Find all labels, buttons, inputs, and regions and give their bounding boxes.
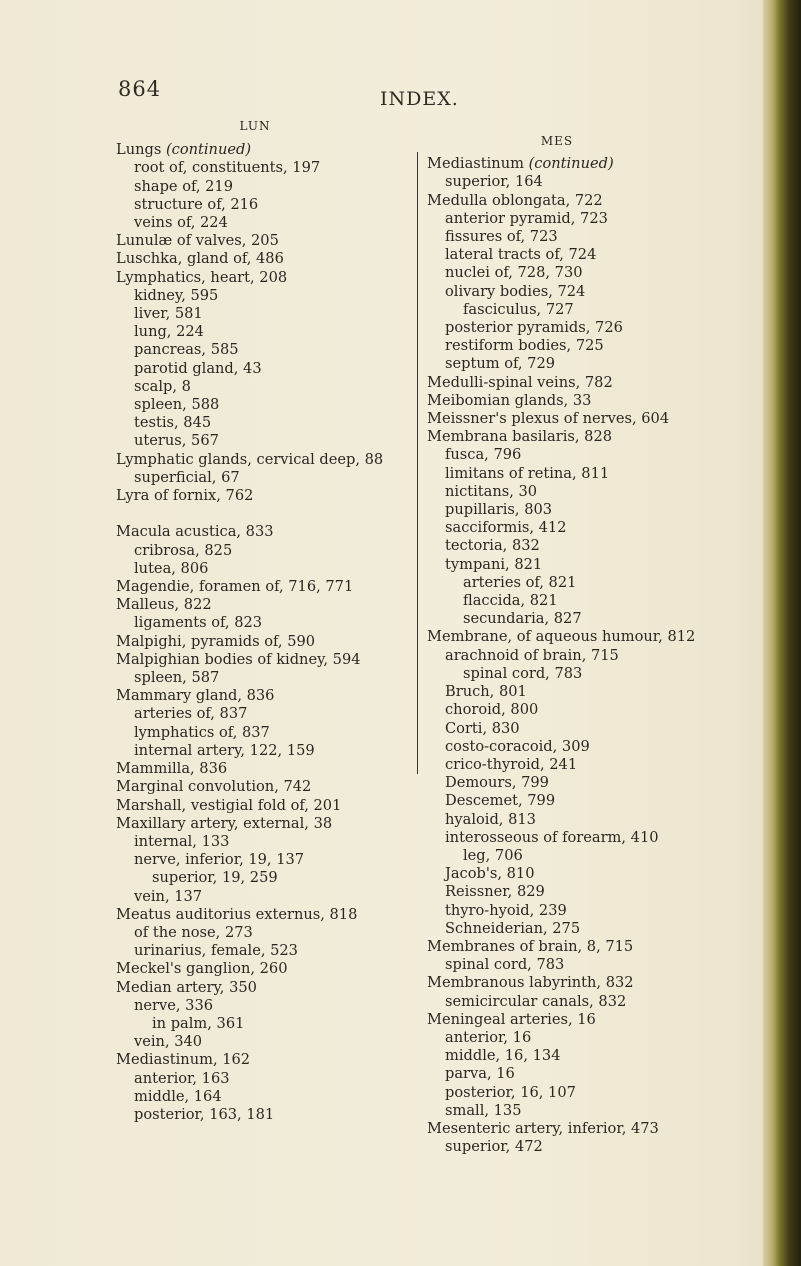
entry-list-left xyxy=(116,141,416,1124)
entry-text: fasciculus, 727 xyxy=(463,300,574,318)
entry-text: lymphatics of, 837 xyxy=(134,723,270,741)
entry-text: veins of, 224 xyxy=(134,214,228,232)
entry-text: septum of, 729 xyxy=(445,355,556,373)
index-heading-entry xyxy=(427,410,757,428)
entry-text: thyro-hyoid, 239 xyxy=(445,901,567,919)
index-subentry xyxy=(427,665,757,683)
entry-text: Medulla oblongata, 722 xyxy=(427,191,603,209)
entry-text: Meningeal arteries, 16 xyxy=(427,1010,596,1028)
entry-text: Corti, 830 xyxy=(445,719,520,737)
entry-text: lutea, 806 xyxy=(134,559,209,577)
entry-text: posterior, 16, 107 xyxy=(445,1083,576,1101)
index-subentry xyxy=(116,724,416,742)
entry-text: Malpighian bodies of kidney, 594 xyxy=(116,650,361,668)
index-subentry xyxy=(427,1102,757,1120)
index-subentry xyxy=(427,210,757,228)
entry-text: Reissner, 829 xyxy=(445,883,545,901)
index-heading-entry xyxy=(116,687,416,705)
index-heading-entry xyxy=(427,974,757,992)
entry-text: restiform bodies, 725 xyxy=(445,337,604,355)
entry-text: superior, 472 xyxy=(445,1138,543,1156)
entry-text: small, 135 xyxy=(445,1101,522,1119)
index-subentry xyxy=(427,738,757,756)
entry-text: middle, 16, 134 xyxy=(445,1047,561,1065)
index-heading-entry xyxy=(116,797,416,815)
entry-list-right xyxy=(427,155,757,1156)
entry-text: Membrana basilaris, 828 xyxy=(427,428,613,446)
index-heading-entry xyxy=(116,960,416,978)
entry-text: anterior pyramid, 723 xyxy=(445,209,608,227)
index-heading-entry xyxy=(116,250,416,268)
index-subentry xyxy=(427,920,757,938)
column-divider xyxy=(417,152,418,774)
index-subentry xyxy=(427,319,757,337)
index-heading-entry xyxy=(116,596,416,614)
index-subentry xyxy=(427,993,757,1011)
index-subentry xyxy=(427,847,757,865)
entry-text: vein, 137 xyxy=(134,887,203,905)
entry-text: Descemet, 799 xyxy=(445,792,556,810)
entry-text: anterior, 163 xyxy=(134,1069,230,1087)
entry-text: Meatus auditorius externus, 818 xyxy=(116,905,358,923)
entry-text: vein, 340 xyxy=(134,1033,203,1051)
guide-word-right: MES xyxy=(540,134,574,148)
entry-text: lateral tracts of, 724 xyxy=(445,246,597,264)
index-subentry xyxy=(427,446,757,464)
entry-text: Mesenteric artery, inferior, 473 xyxy=(427,1119,659,1137)
entry-spacer xyxy=(116,505,416,523)
entry-text: nerve, 336 xyxy=(134,996,214,1014)
entry-text: Lunulæ of valves, 205 xyxy=(116,232,279,250)
entry-text: internal, 133 xyxy=(134,832,230,850)
index-subentry xyxy=(116,323,416,341)
index-subentry xyxy=(427,337,757,355)
index-subentry xyxy=(427,647,757,665)
index-heading-entry xyxy=(116,760,416,778)
index-subentry xyxy=(427,264,757,282)
entry-text: middle, 164 xyxy=(134,1087,222,1105)
entry-text: Mediastinum xyxy=(427,155,529,173)
index-column-right xyxy=(427,117,757,1156)
index-heading-entry xyxy=(116,578,416,596)
page-binding-edge xyxy=(763,0,801,1266)
index-heading-entry xyxy=(116,815,416,833)
entry-text: hyaloid, 813 xyxy=(445,810,536,828)
index-subentry xyxy=(427,610,757,628)
entry-text: cribrosa, 825 xyxy=(134,541,233,559)
index-heading-entry xyxy=(116,523,416,541)
entry-text: Meissner's plexus of nerves, 604 xyxy=(427,410,670,428)
entry-text: Malleus, 822 xyxy=(116,596,212,614)
entry-text: limitans of retina, 811 xyxy=(445,464,610,482)
index-subentry xyxy=(116,614,416,632)
entry-text: Magendie, foramen of, 716, 771 xyxy=(116,578,354,596)
entry-text: Lyra of fornix, 762 xyxy=(116,487,254,505)
entry-text: Jacob's, 810 xyxy=(445,865,535,883)
entry-text: pupillaris, 803 xyxy=(445,501,553,519)
entry-text: Lungs xyxy=(116,141,166,159)
entry-text: superior, 19, 259 xyxy=(152,869,278,887)
index-heading-entry xyxy=(116,778,416,796)
index-subentry xyxy=(427,883,757,901)
running-title: INDEX. xyxy=(380,88,459,110)
entry-text: parotid gland, 43 xyxy=(134,359,262,377)
entry-text: Malpighi, pyramids of, 590 xyxy=(116,632,316,650)
entry-text: interosseous of forearm, 410 xyxy=(445,828,659,846)
index-subentry xyxy=(427,1065,757,1083)
index-heading-entry xyxy=(427,938,757,956)
page-number: 864 xyxy=(118,77,162,101)
index-subentry xyxy=(116,1033,416,1051)
entry-text: Mediastinum, 162 xyxy=(116,1051,251,1069)
index-column-left xyxy=(116,117,416,1124)
index-subentry xyxy=(427,283,757,301)
entry-text: Demours, 799 xyxy=(445,774,549,792)
entry-text: urinarius, female, 523 xyxy=(134,942,298,960)
index-subentry xyxy=(427,683,757,701)
index-heading-entry xyxy=(116,141,416,159)
index-subentry xyxy=(116,1088,416,1106)
index-heading-entry xyxy=(116,269,416,287)
index-subentry xyxy=(116,560,416,578)
entry-text: lung, 224 xyxy=(134,323,204,341)
entry-text: tympani, 821 xyxy=(445,555,543,573)
entry-text: choroid, 800 xyxy=(445,701,539,719)
index-subentry xyxy=(427,1047,757,1065)
index-subentry xyxy=(116,1106,416,1124)
index-heading-entry xyxy=(116,1051,416,1069)
entry-text: arachnoid of brain, 715 xyxy=(445,646,619,664)
index-subentry xyxy=(427,756,757,774)
index-subentry xyxy=(427,720,757,738)
index-subentry xyxy=(427,355,757,373)
entry-text: in palm, 361 xyxy=(152,1014,245,1032)
index-subentry xyxy=(427,792,757,810)
entry-text: posterior, 163, 181 xyxy=(134,1105,275,1123)
entry-text: Maxillary artery, external, 38 xyxy=(116,814,333,832)
entry-text: Marginal convolution, 742 xyxy=(116,778,312,796)
index-subentry xyxy=(427,556,757,574)
entry-text: Marshall, vestigial fold of, 201 xyxy=(116,796,342,814)
index-heading-entry xyxy=(116,487,416,505)
index-subentry xyxy=(427,246,757,264)
index-subentry xyxy=(116,432,416,450)
index-heading-entry xyxy=(427,155,757,173)
index-subentry xyxy=(116,997,416,1015)
index-subentry xyxy=(116,196,416,214)
index-subentry xyxy=(427,701,757,719)
index-subentry xyxy=(427,483,757,501)
entry-text: fissures of, 723 xyxy=(445,228,558,246)
entry-text: uterus, 567 xyxy=(134,432,219,450)
entry-text: posterior pyramids, 726 xyxy=(445,319,623,337)
index-subentry xyxy=(427,956,757,974)
entry-text: costo-coracoid, 309 xyxy=(445,737,590,755)
entry-text: fusca, 796 xyxy=(445,446,522,464)
entry-text: superficial, 67 xyxy=(134,468,240,486)
entry-text: Membranes of brain, 8, 715 xyxy=(427,937,634,955)
entry-text: nuclei of, 728, 730 xyxy=(445,264,583,282)
index-heading-entry xyxy=(427,392,757,410)
index-subentry xyxy=(116,742,416,760)
index-heading-entry xyxy=(427,192,757,210)
entry-text: Macula acustica, 833 xyxy=(116,523,274,541)
entry-text: Mammilla, 836 xyxy=(116,760,228,778)
entry-text: secundaria, 827 xyxy=(463,610,582,628)
index-subentry xyxy=(427,811,757,829)
entry-text: sacciformis, 412 xyxy=(445,519,567,537)
entry-text: shape of, 219 xyxy=(134,177,234,195)
entry-text: spleen, 588 xyxy=(134,396,220,414)
index-subentry xyxy=(116,888,416,906)
entry-text: superior, 164 xyxy=(445,173,543,191)
entry-text: pancreas, 585 xyxy=(134,341,239,359)
index-subentry xyxy=(116,414,416,432)
index-subentry xyxy=(427,301,757,319)
guide-word-left: LUN xyxy=(239,119,271,133)
entry-text: parva, 16 xyxy=(445,1065,515,1083)
entry-text: Meckel's ganglion, 260 xyxy=(116,960,288,978)
index-heading-entry xyxy=(116,232,416,250)
index-subentry xyxy=(427,519,757,537)
index-subentry xyxy=(427,537,757,555)
index-subentry xyxy=(427,1029,757,1047)
entry-text: internal artery, 122, 159 xyxy=(134,741,315,759)
entry-text: semicircular canals, 832 xyxy=(445,992,627,1010)
entry-text: root of, constituents, 197 xyxy=(134,159,321,177)
index-subentry xyxy=(116,942,416,960)
entry-text: ligaments of, 823 xyxy=(134,614,263,632)
entry-text: kidney, 595 xyxy=(134,286,219,304)
entry-text: testis, 845 xyxy=(134,414,212,432)
entry-text: Luschka, gland of, 486 xyxy=(116,250,284,268)
entry-text: Lymphatic glands, cervical deep, 88 xyxy=(116,450,384,468)
entry-text: liver, 581 xyxy=(134,305,203,323)
index-heading-entry xyxy=(427,1011,757,1029)
index-subentry xyxy=(116,341,416,359)
index-subentry xyxy=(116,851,416,869)
entry-text: structure of, 216 xyxy=(134,195,259,213)
entry-text: crico-thyroid, 241 xyxy=(445,755,578,773)
index-heading-entry xyxy=(116,451,416,469)
index-heading-entry xyxy=(427,1120,757,1138)
entry-continued-note: (continued) xyxy=(165,141,252,159)
index-heading-entry xyxy=(116,633,416,651)
index-subentry xyxy=(427,1138,757,1156)
entry-text: Membranous labyrinth, 832 xyxy=(427,974,634,992)
index-subentry xyxy=(116,705,416,723)
index-subentry xyxy=(116,287,416,305)
entry-text: flaccida, 821 xyxy=(463,592,558,610)
index-subentry xyxy=(116,159,416,177)
index-heading-entry xyxy=(116,906,416,924)
index-subentry xyxy=(116,178,416,196)
index-subentry xyxy=(116,869,416,887)
index-subentry xyxy=(116,378,416,396)
index-subentry xyxy=(427,774,757,792)
index-subentry xyxy=(427,1084,757,1102)
entry-text: spinal cord, 783 xyxy=(463,664,583,682)
entry-text: nerve, inferior, 19, 137 xyxy=(134,851,305,869)
index-heading-entry xyxy=(427,628,757,646)
entry-text: arteries of, 821 xyxy=(463,573,577,591)
entry-text: Bruch, 801 xyxy=(445,683,527,701)
entry-text: Membrane, of aqueous humour, 812 xyxy=(427,628,696,646)
index-heading-entry xyxy=(116,979,416,997)
index-subentry xyxy=(116,924,416,942)
index-heading-entry xyxy=(116,651,416,669)
index-subentry xyxy=(427,592,757,610)
entry-text: olivary bodies, 724 xyxy=(445,282,586,300)
entry-text: spinal cord, 783 xyxy=(445,956,565,974)
index-subentry xyxy=(427,501,757,519)
index-subentry xyxy=(116,360,416,378)
index-subentry xyxy=(116,833,416,851)
entry-text: Meibomian glands, 33 xyxy=(427,391,592,409)
index-heading-entry xyxy=(427,428,757,446)
entry-text: scalp, 8 xyxy=(134,377,191,395)
index-subentry xyxy=(427,465,757,483)
index-subentry xyxy=(116,469,416,487)
entry-text: of the nose, 273 xyxy=(134,923,253,941)
entry-text: Lymphatics, heart, 208 xyxy=(116,268,288,286)
entry-text: leg, 706 xyxy=(463,846,523,864)
index-subentry xyxy=(427,902,757,920)
index-subentry xyxy=(116,305,416,323)
index-subentry xyxy=(116,1015,416,1033)
index-subentry xyxy=(427,228,757,246)
entry-text: Schneiderian, 275 xyxy=(445,919,581,937)
index-subentry xyxy=(427,829,757,847)
index-subentry xyxy=(427,574,757,592)
entry-text: tectoria, 832 xyxy=(445,537,540,555)
entry-text: Mammary gland, 836 xyxy=(116,687,275,705)
index-subentry xyxy=(116,1070,416,1088)
index-heading-entry xyxy=(427,374,757,392)
entry-text: Medulli-spinal veins, 782 xyxy=(427,373,613,391)
index-subentry xyxy=(116,542,416,560)
index-subentry xyxy=(427,865,757,883)
entry-text: arteries of, 837 xyxy=(134,705,248,723)
index-subentry xyxy=(116,396,416,414)
entry-continued-note: (continued) xyxy=(528,155,614,173)
entry-text: Median artery, 350 xyxy=(116,978,257,996)
entry-text: anterior, 16 xyxy=(445,1028,532,1046)
entry-text: nictitans, 30 xyxy=(445,482,538,500)
index-subentry xyxy=(427,173,757,191)
index-subentry xyxy=(116,669,416,687)
index-subentry xyxy=(116,214,416,232)
entry-text: spleen, 587 xyxy=(134,669,220,687)
